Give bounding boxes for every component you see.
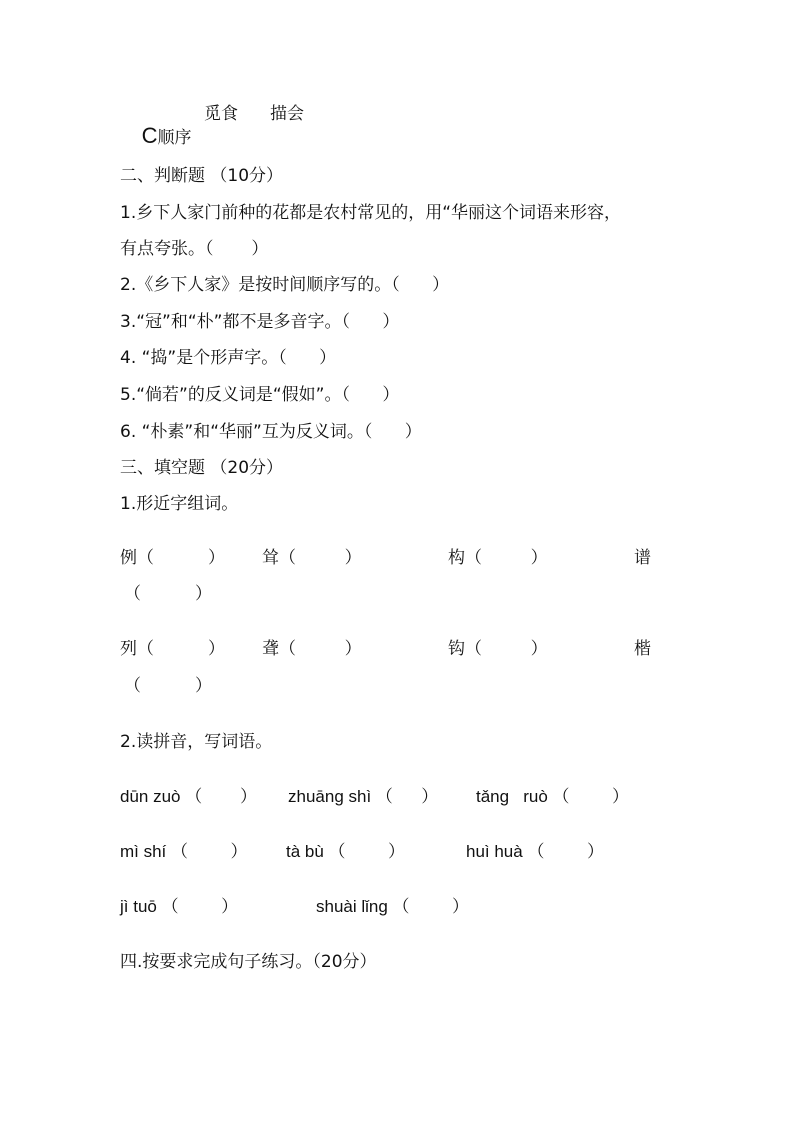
char-blank: 耸（ ）: [262, 548, 362, 568]
char-blank: 钩（ ）: [448, 639, 548, 659]
char-blank-wrap: （ ）: [124, 584, 213, 604]
option-marker: C: [141, 123, 158, 148]
pinyin-blank: mì shí （ ）: [120, 842, 248, 861]
pinyin-blank: zhuāng shì （ ）: [288, 787, 439, 806]
option-item: 觅食: [204, 104, 238, 124]
char-blank: 楷: [634, 639, 651, 659]
question-4: 4. “捣”是个形声字。（ ）: [120, 348, 337, 368]
char-blank: 列（ ）: [120, 639, 226, 659]
char-blank: 谱: [634, 548, 651, 568]
pinyin-blank: jì tuō （ ）: [120, 897, 239, 916]
options-line: [120, 100, 192, 174]
section4-heading: 四.按要求完成句子练习。（20分）: [120, 952, 377, 972]
question-1-line2: 有点夸张。（ ）: [120, 239, 269, 259]
pinyin-blank: tà bù （ ）: [286, 842, 406, 861]
subsection-2-title: 2.读拼音，写词语。: [120, 732, 273, 752]
pinyin-blank: huì huà （ ）: [466, 842, 604, 861]
question-5: 5.“倘若”的反义词是“假如”。（ ）: [120, 385, 400, 405]
question-3: 3.“冠”和“朴”都不是多音字。（ ）: [120, 312, 400, 332]
pinyin-blank: dūn zuò （ ）: [120, 787, 258, 806]
char-blank: 聋（ ）: [262, 639, 362, 659]
char-blank-wrap: （ ）: [124, 676, 213, 696]
section2-heading: 二、判断题 （10分）: [120, 166, 284, 186]
option-item: 顺序: [157, 128, 192, 148]
char-blank: 构（ ）: [448, 548, 548, 568]
question-2: 2.《乡下人家》是按时间顺序写的。（ ）: [120, 275, 450, 295]
section3-heading: 三、填空题 （20分）: [120, 458, 284, 478]
question-1-line1: 1.乡下人家门前种的花都是农村常见的，用“华丽这个词语来形容，: [120, 203, 622, 223]
question-6: 6. “朴素”和“华丽”互为反义词。（ ）: [120, 422, 422, 442]
char-blank: 例（ ）: [120, 548, 226, 568]
subsection-1-title: 1.形近字组词。: [120, 494, 239, 514]
pinyin-blank: tǎng ruò （ ）: [476, 787, 630, 806]
option-item: 描会: [270, 104, 304, 124]
pinyin-blank: shuài lǐng （ ）: [316, 897, 470, 916]
